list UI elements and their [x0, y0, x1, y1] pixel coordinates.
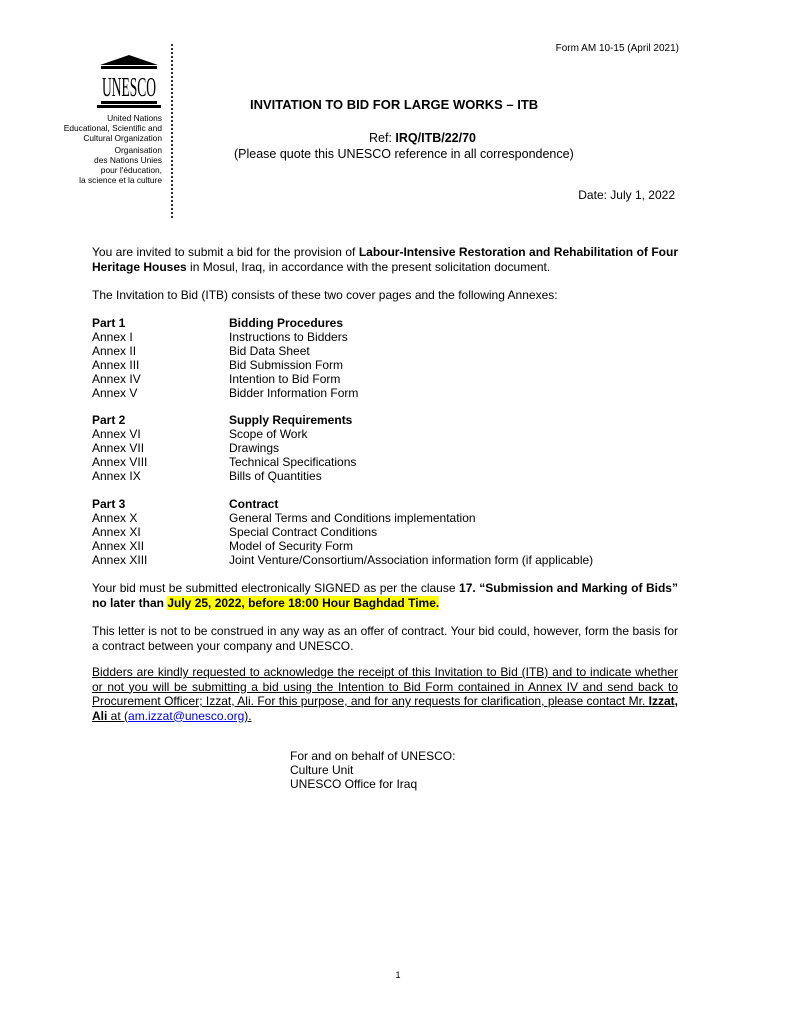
annex-row: Annex VII Drawings	[92, 441, 280, 455]
annex-row: Annex XIII Joint Venture/Consortium/Association information form (if applicable)	[92, 553, 594, 567]
part-heading: Part 3 Contract	[92, 497, 279, 511]
annex-row: Annex VIII Technical Specifications	[92, 455, 357, 469]
itb-consists-paragraph: The Invitation to Bid (ITB) consists of these two cover pages and the following Annexes:	[92, 288, 558, 302]
part-3-list	[92, 497, 682, 567]
part-1-list	[92, 316, 682, 400]
org-name-french: Organisation des Nations Unies pour l'éducation, la science et la culture	[79, 145, 162, 185]
logo-wordmark: UNESCO	[102, 72, 156, 102]
logo-divider	[171, 44, 177, 218]
signature-block: For and on behalf of UNESCO: Culture Unit UNESCO Office for Iraq	[290, 749, 456, 791]
reference-number: IRQ/ITB/22/70	[395, 131, 476, 145]
unesco-logo	[92, 54, 166, 108]
part-heading: Part 1 Bidding Procedures	[92, 316, 344, 330]
intro-paragraph: You are invited to submit a bid for the provision of Labour-Intensive Restoration and Rehabilitation of Four Heritage Houses in Mosul, Iraq, in accordance with the present solicitation document.	[92, 245, 678, 274]
document-title: INVITATION TO BID FOR LARGE WORKS – ITB	[250, 97, 539, 112]
annex-row: Annex III Bid Submission Form	[92, 358, 344, 372]
contact-email-link[interactable]: am.izzat@unesco.org	[128, 708, 245, 723]
deadline-highlight: July 25, 2022, before 18:00 Hour Baghdad Time.	[167, 595, 440, 610]
annex-row: Annex IX Bills of Quantities	[92, 469, 322, 483]
part-2-list	[92, 413, 682, 483]
annex-row: Annex X General Terms and Conditions implementation	[92, 511, 476, 525]
annex-row: Annex VI Scope of Work	[92, 427, 308, 441]
org-name-english: United Nations Educational, Scientific and Cultural Organization	[63, 113, 162, 143]
quote-note: (Please quote this UNESCO reference in all correspondence)	[234, 147, 574, 161]
not-offer-paragraph: This letter is not to be construed in any way as an offer of contract. Your bid could, however, form the basis for a contract between your company and UNESCO.	[92, 624, 678, 653]
document-date: Date: July 1, 2022	[578, 188, 675, 202]
part-heading: Part 2 Supply Requirements	[92, 413, 353, 427]
annex-row: Annex IV Intention to Bid Form	[92, 372, 341, 386]
annex-row: Annex V Bidder Information Form	[92, 386, 359, 400]
project-name: Labour-Intensive Restoration and Rehabilitation of Four Heritage Houses	[92, 245, 678, 274]
annex-row: Annex II Bid Data Sheet	[92, 344, 310, 358]
submission-paragraph: Your bid must be submitted electronically SIGNED as per the clause 17. “Submission and Marking of Bids” no later than July 25, 2022, before 18:00 Hour Baghdad Time.	[92, 581, 678, 610]
form-number: Form AM 10-15 (April 2021)	[555, 43, 679, 54]
annex-row: Annex I Instructions to Bidders	[92, 330, 348, 344]
page-number: 1	[395, 970, 401, 980]
acknowledge-paragraph: Bidders are kindly requested to acknowledge the receipt of this Invitation to Bid (ITB) and to indicate whether or not you will be submitting a bid using the Intention to Bid Form contained in Annex IV and send back to Procurement Officer; Izzat, Ali. For this purpose, and for any requests for clarification, please contact Mr. Izzat, Ali at (am.izzat@unesco.org).	[92, 665, 678, 723]
annex-row: Annex XII Model of Security Form	[92, 539, 354, 553]
reference: Ref: IRQ/ITB/22/70	[369, 131, 476, 145]
annex-row: Annex XI Special Contract Conditions	[92, 525, 378, 539]
contact-name: Izzat, Ali	[92, 694, 678, 723]
